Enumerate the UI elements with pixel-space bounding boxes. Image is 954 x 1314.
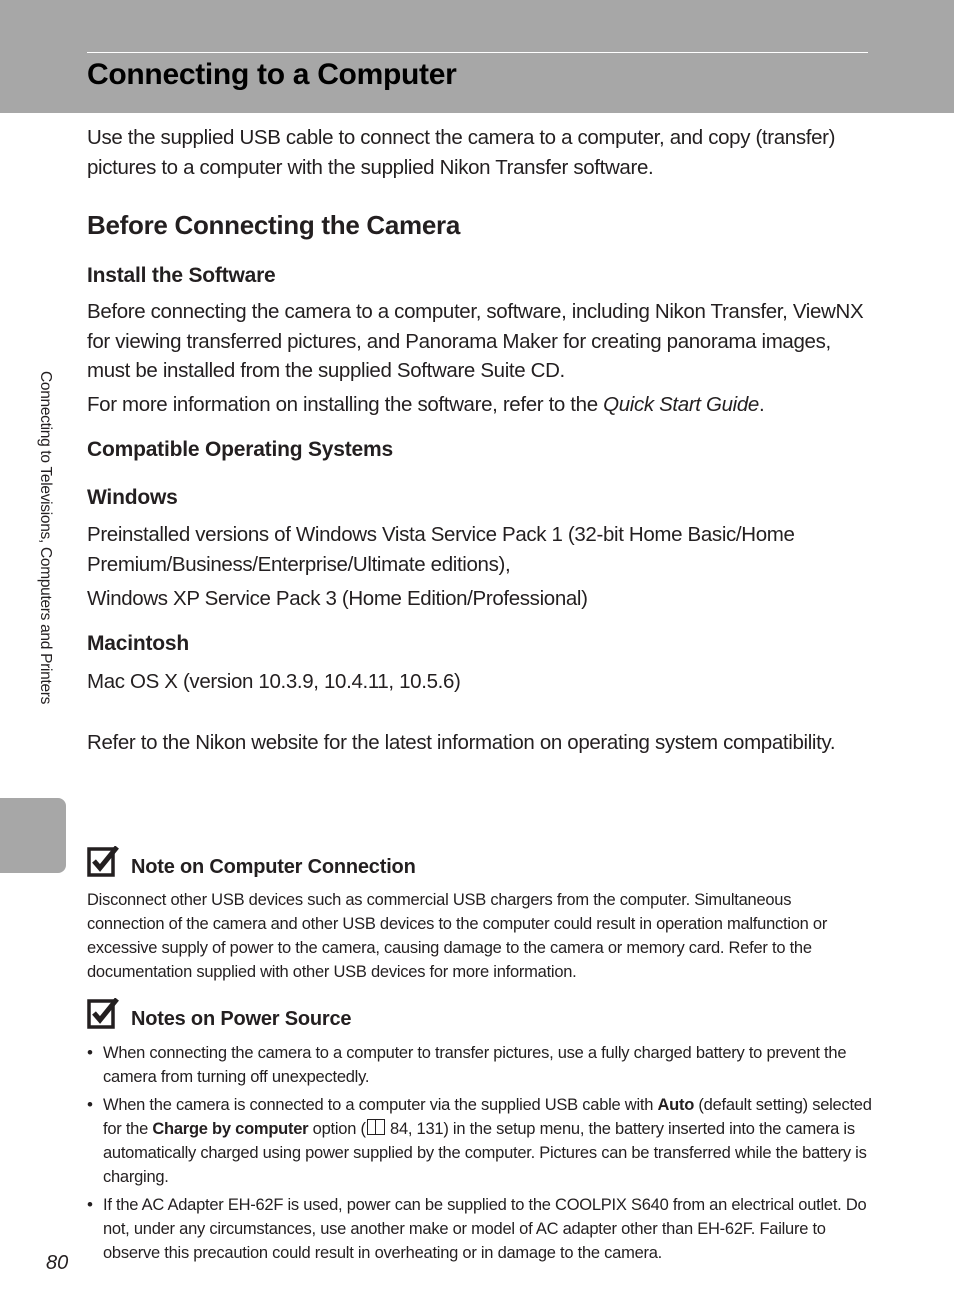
intro-paragraph: Use the supplied USB cable to connect the camera to a computer, and copy (transfer) pictures to a computer with the supplied Nikon Transfer software. (87, 126, 836, 179)
note-connection-header (87, 846, 687, 882)
install-paragraph: Before connecting the camera to a computer, software, including Nikon Transfer, ViewNX for viewing transferred pictures, and Panorama Maker for creating panorama images, must be installed from the supplied Software Suite CD. (87, 300, 864, 382)
heading-macintosh: Macintosh (87, 632, 190, 655)
side-tab-text: Connecting to Televisions, Computers and Printers (37, 371, 54, 705)
side-tab-label (36, 371, 66, 791)
heading-compatible-os: Compatible Operating Systems (87, 438, 393, 461)
os-compatibility-paragraph: Refer to the Nikon website for the latest information on operating system compatibility. (87, 731, 836, 754)
heading-install-software: Install the Software (87, 264, 276, 287)
windows-paragraph-1: Preinstalled versions of Windows Vista Service Pack 1 (32-bit Home Basic/Home Premium/Business/Enterprise/Ultimate editions), (87, 523, 795, 576)
install-reference-text: For more information on installing the software, refer to the (87, 393, 604, 416)
windows-paragraph-2: Windows XP Service Pack 3 (Home Edition/Professional) (87, 587, 588, 610)
note-power-title: Notes on Power Source (131, 1008, 352, 1030)
heading-windows: Windows (87, 486, 178, 509)
bullet2-text-4: 84, 131) in the setup menu, the battery inserted into the camera is automatically charged using power supplied by the computer. Pictures can be transferred while the battery is charging. (103, 1120, 867, 1186)
macintosh-paragraph: Mac OS X (version 10.3.9, 10.4.11, 10.5.6) (87, 670, 461, 693)
bullet2-text-2: (default setting) selected for the (103, 1096, 872, 1138)
auto-setting-label: Auto (657, 1096, 695, 1114)
charge-by-computer-label: Charge by computer (152, 1120, 309, 1138)
page-title: Connecting to a Computer (87, 58, 457, 91)
install-reference-end: . (758, 393, 765, 416)
list-item: • When connecting the camera to a computer to transfer pictures, use a fully charged battery to prevent the camera from turning off unexpectedly. (87, 1041, 872, 1089)
list-item: • If the AC Adapter EH-62F is used, power can be supplied to the COOLPIX S640 from an electrical outlet. Do not, under any circumstances, use another make or model of AC adapter other than EH-62F. Failure to observe this precaution could result in overheating or in damage to the camera. (87, 1193, 872, 1265)
power-source-list (87, 1041, 872, 1269)
page-number: 80 (46, 1252, 69, 1274)
list-item (87, 1093, 872, 1189)
book-reference-icon (367, 1119, 385, 1135)
quick-start-guide-title: Quick Start Guide (603, 393, 759, 416)
bullet2-text-3: option ( (308, 1120, 366, 1138)
section-heading-before-connecting: Before Connecting the Camera (87, 210, 461, 240)
note-connection-text: Disconnect other USB devices such as commercial USB chargers from the computer. Simultaneous connection of the camera and other USB devices to the computer could result in operation malfunction or excessive supply of power to the camera, causing damage to the camera or memory card. Refer to the documentation supplied with other USB devices for more information. (87, 891, 828, 981)
header-band (0, 0, 954, 113)
check-mark-icon (87, 846, 119, 878)
bullet2-text-1: When the camera is connected to a computer via the supplied USB cable with (103, 1096, 658, 1114)
header-rule (87, 52, 868, 53)
note-power-header (87, 998, 687, 1034)
side-tab (0, 798, 66, 873)
install-reference-paragraph (87, 390, 872, 420)
check-mark-icon (87, 998, 119, 1030)
note-connection-title: Note on Computer Connection (131, 856, 416, 878)
